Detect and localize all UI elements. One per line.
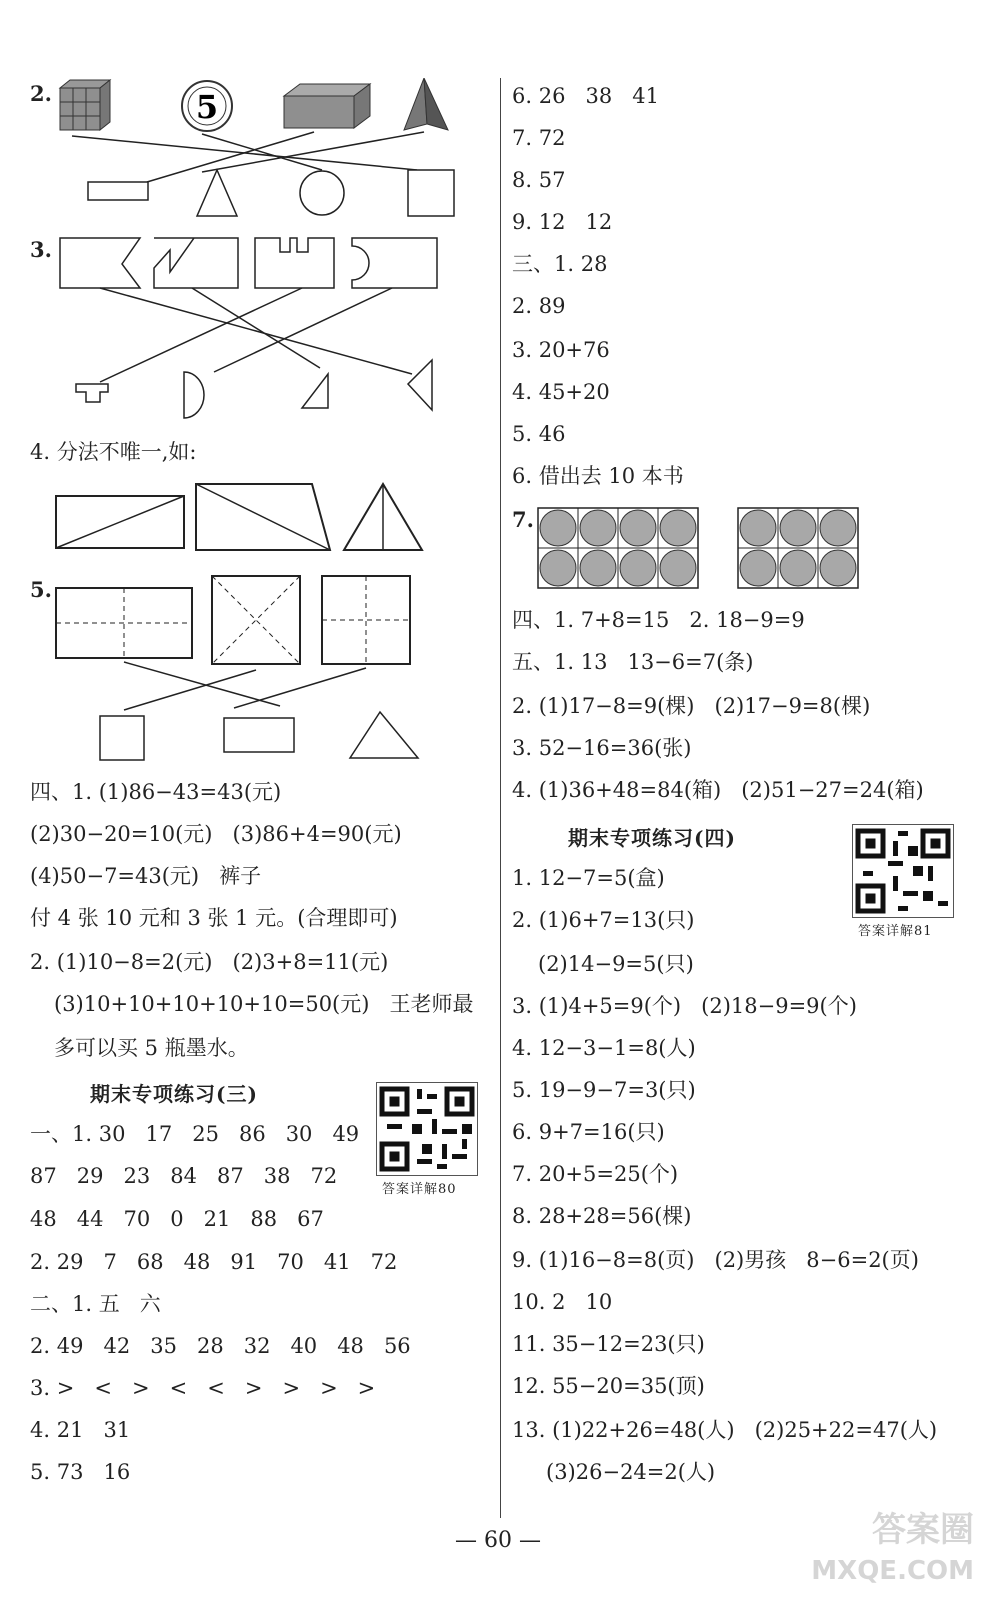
s4-1b: (2)30−20=10(元) (3)86+4=90(元) bbox=[30, 822, 402, 846]
r7: 7. 72 bbox=[512, 126, 566, 150]
q2-matching-figure bbox=[52, 78, 472, 228]
q5-figure bbox=[50, 570, 450, 770]
square-shape bbox=[408, 170, 454, 216]
s1-1a: 一、1. 30 17 25 86 30 49 bbox=[30, 1122, 360, 1146]
cube-icon bbox=[60, 80, 110, 130]
r3-6: 6. 借出去 10 本书 bbox=[512, 464, 684, 488]
p2b: (2)14−9=5(只) bbox=[538, 952, 694, 976]
r3-5: 5. 46 bbox=[512, 422, 566, 446]
s4-1d: 付 4 张 10 元和 3 张 1 元。(合理即可) bbox=[30, 906, 398, 930]
p8: 8. 28+28=56(棵) bbox=[512, 1204, 692, 1228]
cuboid-icon bbox=[284, 84, 370, 128]
triangle-shape bbox=[197, 170, 237, 216]
r3-3: 3. 20+76 bbox=[512, 338, 610, 362]
qr-pattern bbox=[377, 1083, 477, 1175]
qr-caption-80: 答案详解80 bbox=[382, 1182, 457, 1197]
s2-2: 2. 49 42 35 28 32 40 48 56 bbox=[30, 1334, 411, 1358]
s1-1c: 48 44 70 0 21 88 67 bbox=[30, 1207, 324, 1231]
p7: 7. 20+5=25(个) bbox=[512, 1162, 679, 1186]
p13b: (3)26−24=2(人) bbox=[546, 1460, 716, 1484]
q5-label: 5. bbox=[30, 577, 52, 602]
s2-1: 二、1. 五 六 bbox=[30, 1292, 161, 1316]
page-number: — 60 — bbox=[455, 1528, 541, 1553]
p5: 5. 19−9−7=3(只) bbox=[512, 1078, 696, 1102]
q7-circles-figure bbox=[536, 506, 876, 592]
coin-icon bbox=[182, 81, 232, 131]
p1: 1. 12−7=5(盒) bbox=[512, 866, 665, 890]
s2-3: 3. > < > < < > > > > bbox=[30, 1376, 376, 1400]
q3-matching-figure bbox=[52, 232, 472, 422]
s4-1a: 四、1. (1)86−43=43(元) bbox=[30, 780, 282, 804]
s1-2: 2. 29 7 68 48 91 70 41 72 bbox=[30, 1250, 398, 1274]
s4-1c: (4)50−7=43(元) 裤子 bbox=[30, 864, 262, 888]
q2-label: 2. bbox=[30, 81, 52, 106]
p2a: 2. (1)6+7=13(只) bbox=[512, 908, 695, 932]
s2-4: 4. 21 31 bbox=[30, 1418, 131, 1442]
p9: 9. (1)16−8=8(页) (2)男孩 8−6=2(页) bbox=[512, 1248, 919, 1272]
watermark-logo: 答案圈 bbox=[872, 1510, 974, 1550]
rectangle-shape bbox=[88, 182, 148, 200]
p6: 6. 9+7=16(只) bbox=[512, 1120, 665, 1144]
pyramid-icon bbox=[404, 78, 448, 130]
s4-2c: 多可以买 5 瓶墨水。 bbox=[54, 1036, 249, 1060]
s4-2b: (3)10+10+10+10+10=50(元) 王老师最 bbox=[54, 992, 474, 1016]
coin-value: 5 bbox=[195, 88, 219, 126]
section-title-3: 期末专项练习(三) bbox=[90, 1082, 258, 1106]
qr-code-icon[interactable] bbox=[376, 1082, 478, 1176]
p4: 4. 12−3−1=8(人) bbox=[512, 1036, 696, 1060]
r3-4: 4. 45+20 bbox=[512, 380, 610, 404]
qr-code-icon[interactable] bbox=[852, 824, 954, 918]
qr-pattern bbox=[853, 825, 953, 917]
q4-figure bbox=[50, 478, 450, 553]
q4-text: 4. 分法不唯一,如: bbox=[30, 440, 197, 464]
r6: 6. 26 38 41 bbox=[512, 84, 659, 108]
q3-label: 3. bbox=[30, 237, 52, 262]
r3-7: 7. bbox=[512, 507, 534, 532]
r5-3: 3. 52−16=36(张) bbox=[512, 736, 692, 760]
qr-caption-81: 答案详解81 bbox=[858, 924, 933, 939]
p3: 3. (1)4+5=9(个) (2)18−9=9(个) bbox=[512, 994, 857, 1018]
watermark-url: MXQE.COM bbox=[811, 1556, 974, 1586]
r8: 8. 57 bbox=[512, 168, 566, 192]
r5-4: 4. (1)36+48=84(箱) (2)51−27=24(箱) bbox=[512, 778, 924, 802]
p13a: 13. (1)22+26=48(人) (2)25+22=47(人) bbox=[512, 1418, 938, 1442]
r9: 9. 12 12 bbox=[512, 210, 613, 234]
r5-2: 2. (1)17−8=9(棵) (2)17−9=8(棵) bbox=[512, 694, 871, 718]
section-title-4: 期末专项练习(四) bbox=[568, 826, 736, 850]
r5-1: 五、1. 13 13−6=7(条) bbox=[512, 650, 754, 674]
p10: 10. 2 10 bbox=[512, 1290, 613, 1314]
s2-5: 5. 73 16 bbox=[30, 1460, 131, 1484]
r4-1: 四、1. 7+8=15 2. 18−9=9 bbox=[512, 608, 805, 632]
circle-shape bbox=[300, 171, 344, 215]
column-divider bbox=[500, 78, 501, 1518]
r3-2: 2. 89 bbox=[512, 294, 566, 318]
r3-1: 三、1. 28 bbox=[512, 252, 608, 276]
p12: 12. 55−20=35(顶) bbox=[512, 1374, 705, 1398]
s1-1b: 87 29 23 84 87 38 72 bbox=[30, 1164, 338, 1188]
s4-2a: 2. (1)10−8=2(元) (2)3+8=11(元) bbox=[30, 950, 389, 974]
p11: 11. 35−12=23(只) bbox=[512, 1332, 705, 1356]
